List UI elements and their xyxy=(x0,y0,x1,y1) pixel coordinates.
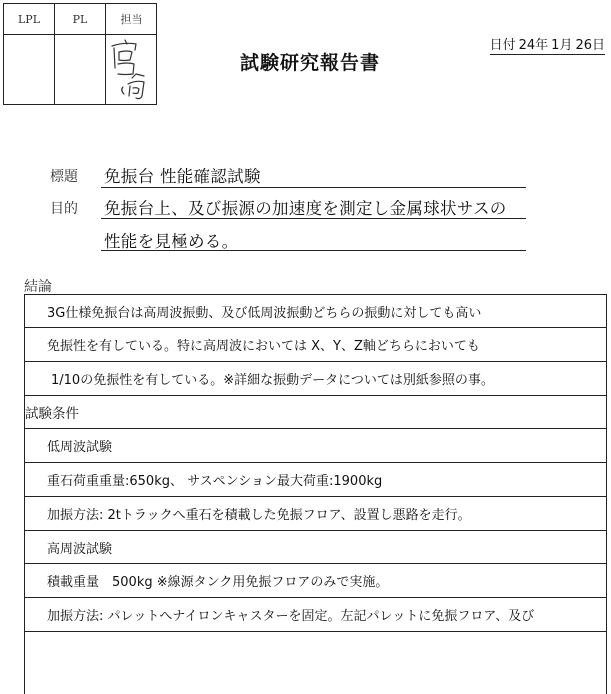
date-day: 26日 xyxy=(575,38,605,53)
conditions-row-7 xyxy=(25,631,606,694)
subject-value: 免振台 性能確認試験 xyxy=(104,167,261,186)
subject-label: 標題 xyxy=(50,169,78,185)
conditions-header-row xyxy=(25,395,606,428)
subject-underline xyxy=(101,187,526,188)
conditions-row-6 xyxy=(25,597,606,631)
document-date xyxy=(490,34,605,55)
conclusion-row-2 xyxy=(25,327,606,361)
date-month: 1月 xyxy=(551,38,573,53)
conditions-row-5 xyxy=(25,563,606,597)
conclusion-text-2: 免振性を有している。特に高周波においては X、Y、Z軸どちらにおいても xyxy=(47,339,480,354)
document-title: 試験研究報告書 xyxy=(240,52,381,74)
conclusion-row-1 xyxy=(25,294,606,327)
conditions-row-4 xyxy=(25,530,606,563)
conditions-text-5: 積載重量 500kg ※線源タンク用免振フロアのみで実施。 xyxy=(47,575,389,590)
conditions-label: 試験条件 xyxy=(25,406,79,422)
handwritten-signature xyxy=(106,34,157,104)
approval-column-lpl xyxy=(4,4,55,104)
conditions-text-2: 重石荷重重量:650kg、 サスペンション最大荷重:1900kg xyxy=(47,474,383,489)
purpose-line-2: 性能を見極める。 xyxy=(104,232,239,251)
conclusion-text-3: 1/10の免振性を有している。※詳細な振動データについては別紙参照の事。 xyxy=(51,373,494,388)
approval-stamp-table xyxy=(3,3,157,105)
conditions-text-4: 高周波試験 xyxy=(47,541,113,557)
purpose-underline-2 xyxy=(101,250,526,251)
conditions-text-6: 加振方法: パレットへナイロンキャスターを固定。左記パレットに免振フロア、及び xyxy=(47,609,535,624)
approval-header-pl: PL xyxy=(55,4,105,35)
approval-header-tanto: 担当 xyxy=(106,4,157,35)
conditions-text-3: 加振方法: 2tトラックへ重石を積載した免振フロア、設置し悪路を走行。 xyxy=(47,508,471,523)
conditions-row-3 xyxy=(25,496,606,530)
report-table xyxy=(24,294,607,694)
approval-column-pl xyxy=(55,4,106,104)
purpose-line-1: 免振台上、及び振源の加速度を測定し金属球状サスの xyxy=(104,199,507,218)
date-year: 24年 xyxy=(518,38,549,53)
purpose-underline-1 xyxy=(101,218,526,219)
approval-column-tanto xyxy=(106,4,157,104)
conclusion-text-1: 3G仕様免振台は高周波振動、及び低周波振動どちらの振動に対しても高い xyxy=(47,305,482,321)
conclusion-row-3 xyxy=(25,361,606,395)
date-prefix: 日付 xyxy=(489,38,516,53)
conditions-row-1 xyxy=(25,428,606,462)
conditions-row-2 xyxy=(25,462,606,496)
purpose-label: 目的 xyxy=(50,201,78,217)
conditions-text-1: 低周波試験 xyxy=(47,440,113,455)
conclusion-label: 結論 xyxy=(24,279,52,295)
approval-header-lpl: LPL xyxy=(4,4,54,35)
